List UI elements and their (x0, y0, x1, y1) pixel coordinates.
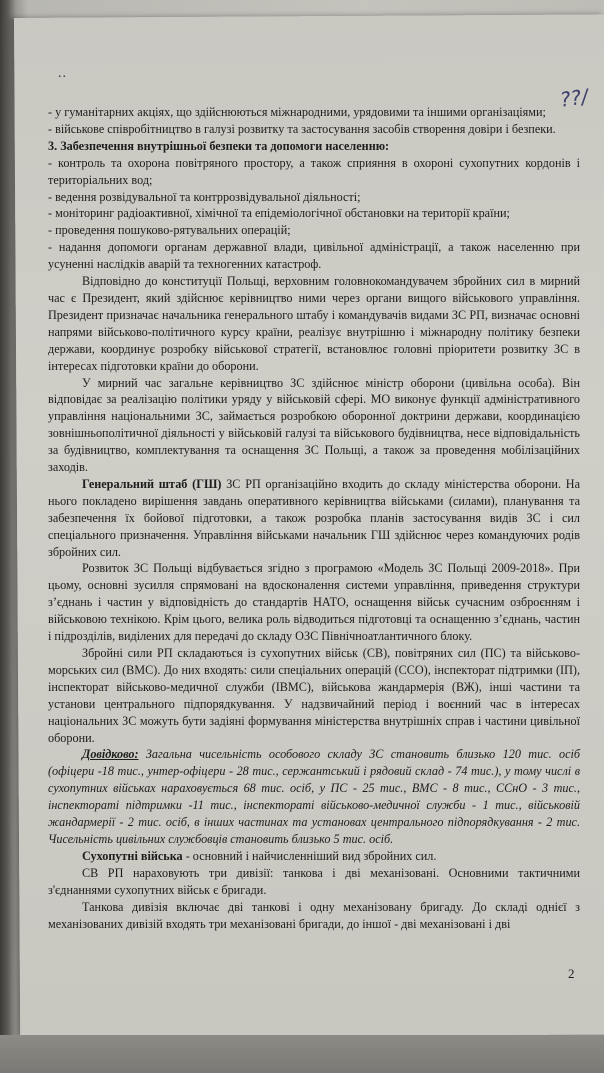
section-3-item: - контроль та охорона повітряного простору, а також сприяння в охороні сухопутних кордонів і територіальних вод; (48, 155, 580, 187)
section-3-item: - надання допомоги органам державної влади, цивільної адміністрації, а також населенню при усуненні наслідків аварій та техногенних катастроф. (48, 240, 580, 272)
general-staff-term: Генеральний штаб (ГШ) (82, 476, 222, 491)
land-forces-term: Сухопутні війська (82, 848, 183, 863)
reference-note (48, 746, 580, 847)
paragraph-development: Розвиток ЗС Польщі відбувається згідно з програмою «Модель ЗС Польщі 2009-2018». При цьому, основні зусилля спрямовані на вдосконалення системи управління, приведення структури з’єднань і частин у відповідність до стандартів НАТО, оснащення військ сучасним озброєнням і військовою технікою. Крім цього, велика роль відводиться підготовці та оснащенню з’єднань, частин і підрозділів, виділених для передачі до складу ОЗС Північноатлантичного блоку. (48, 561, 580, 644)
paragraph-tank-division: Танкова дивізія включає дві танкові і одну механізовану бригаду. До складі однієї з механізованих дивізій входять три механізовані бригади, до іншої - дві механізовані і дві (48, 899, 580, 931)
paragraph-composition: Збройні сили РП складаються із сухопутних військ (СВ), повітряних сил (ПС) та військово-морських сил (ВМС). До них входять: сили спеціальних операцій (ССО), інспекторат підтримки (ІП), інспекторат військово-медичної служби (ІВМС), військова жандармерія (ВЖ), інші частини та установи центрального підпорядкування. У надзвичайний період і воєнний час в інтересах національних ЗС можуть бути задіяні формування міністерства внутрішніх справ і частини цивільної оборони. (48, 646, 580, 745)
land-forces-text: - основний і найчисленніший вид збройних сил. (182, 848, 437, 863)
handwritten-page-mark: ??/ (558, 84, 590, 112)
section-3-item: - моніторинг радіоактивної, хімічної та епідеміологічної обстановки на території країни; (48, 206, 510, 221)
section-3-item: - проведення пошуково-рятувальних операцій; (48, 223, 291, 238)
paragraph-president: Відповідно до конституції Польщі, верховним головнокомандувачем збройних сил в мирний час є Президент, який здійснює керівництво ними через органи вищого військового управління. Президент призначає начальника генерального штабу і командувачів видами ЗС РП, визначає основні напрями військово-політичного курсу країни, реалізує внутрішню і міжнародну політику безпеки держави, координує розробку військової стратегії, встановлює головні пріоритети розвитку ЗС в інтересах підготовки країни до оборони. (48, 274, 580, 373)
section-3-title: 3. Забезпечення внутрішньої безпеки та допомоги населенню: (48, 138, 390, 153)
general-staff-text: ЗС РП організаційно входить до складу міністерства оборони. На нього покладено вирішення завдань оперативного керівництва військами (силами), планування та забезпечення їх бойової підготовки, а також розробка планів застосування видів ЗС і сил спеціального призначення. Управління військами начальник ГШ здійснює через командуючих родів збройних сил. (48, 476, 580, 559)
page-number: 2 (568, 966, 575, 981)
bullet-military-cooperation: - військове співробітництво в галузі розвитку та застосування засобів створення довіри і безпеки. (48, 121, 556, 136)
reference-text: Загальна чисельність особового складу ЗС становить близько 120 тис. осіб (офіцери -18 тис., унтер-офіцери - 28 тис., сержантський і рядовий склад - 74 тис.), у тому числі в сухопутних військах нараховується 68 тис. осіб, у ПС - 25 тис., ВМС - 8 тис., ССнО - 3 тис., інспектораті підтримки -11 тис., інспектораті військово-медичної служби - 1 тис., військовій жандармерії - 2 тис. осіб, в інших частинах та установах центрального підпорядкування - 2 тис. Чисельність цивільних службовців становить близько 5 тис. осіб. (48, 747, 580, 846)
section-3-item: - ведення розвідувальної та контррозвідувальної діяльності; (48, 189, 361, 204)
paragraph-general-staff (48, 476, 580, 561)
document-body (48, 104, 580, 932)
top-dots: .. (58, 66, 67, 81)
reference-label: Довідково: (82, 747, 139, 762)
paragraph-minister: У мирний час загальне керівництво ЗС здійснює міністр оборони (цивільна особа). Він відповідає за реалізацію політики уряду у військовій сфері. МО виконує функції адміністративного управління національними ЗС, займається розробкою оборонної доктрини держави, координацією зовнішньополітичної діяльності у військовій галузі та військового будівництва, несе відповідальність за будівництво, комплектування та оснащення ЗС Польщі, а також за проведення мобілізаційних заходів. (48, 375, 580, 475)
bullet-humanitarian: - у гуманітарних акціях, що здійснюються міжнародними, урядовими та іншими організаціями; (48, 105, 546, 119)
paragraph-divisions: СВ РП нараховують три дивізії: танкова і дві механізовані. Основними тактичними з'єднаннями сухопутних військ є бригади. (48, 865, 580, 897)
land-forces-heading (48, 848, 580, 865)
bottom-shadow (0, 1035, 604, 1073)
